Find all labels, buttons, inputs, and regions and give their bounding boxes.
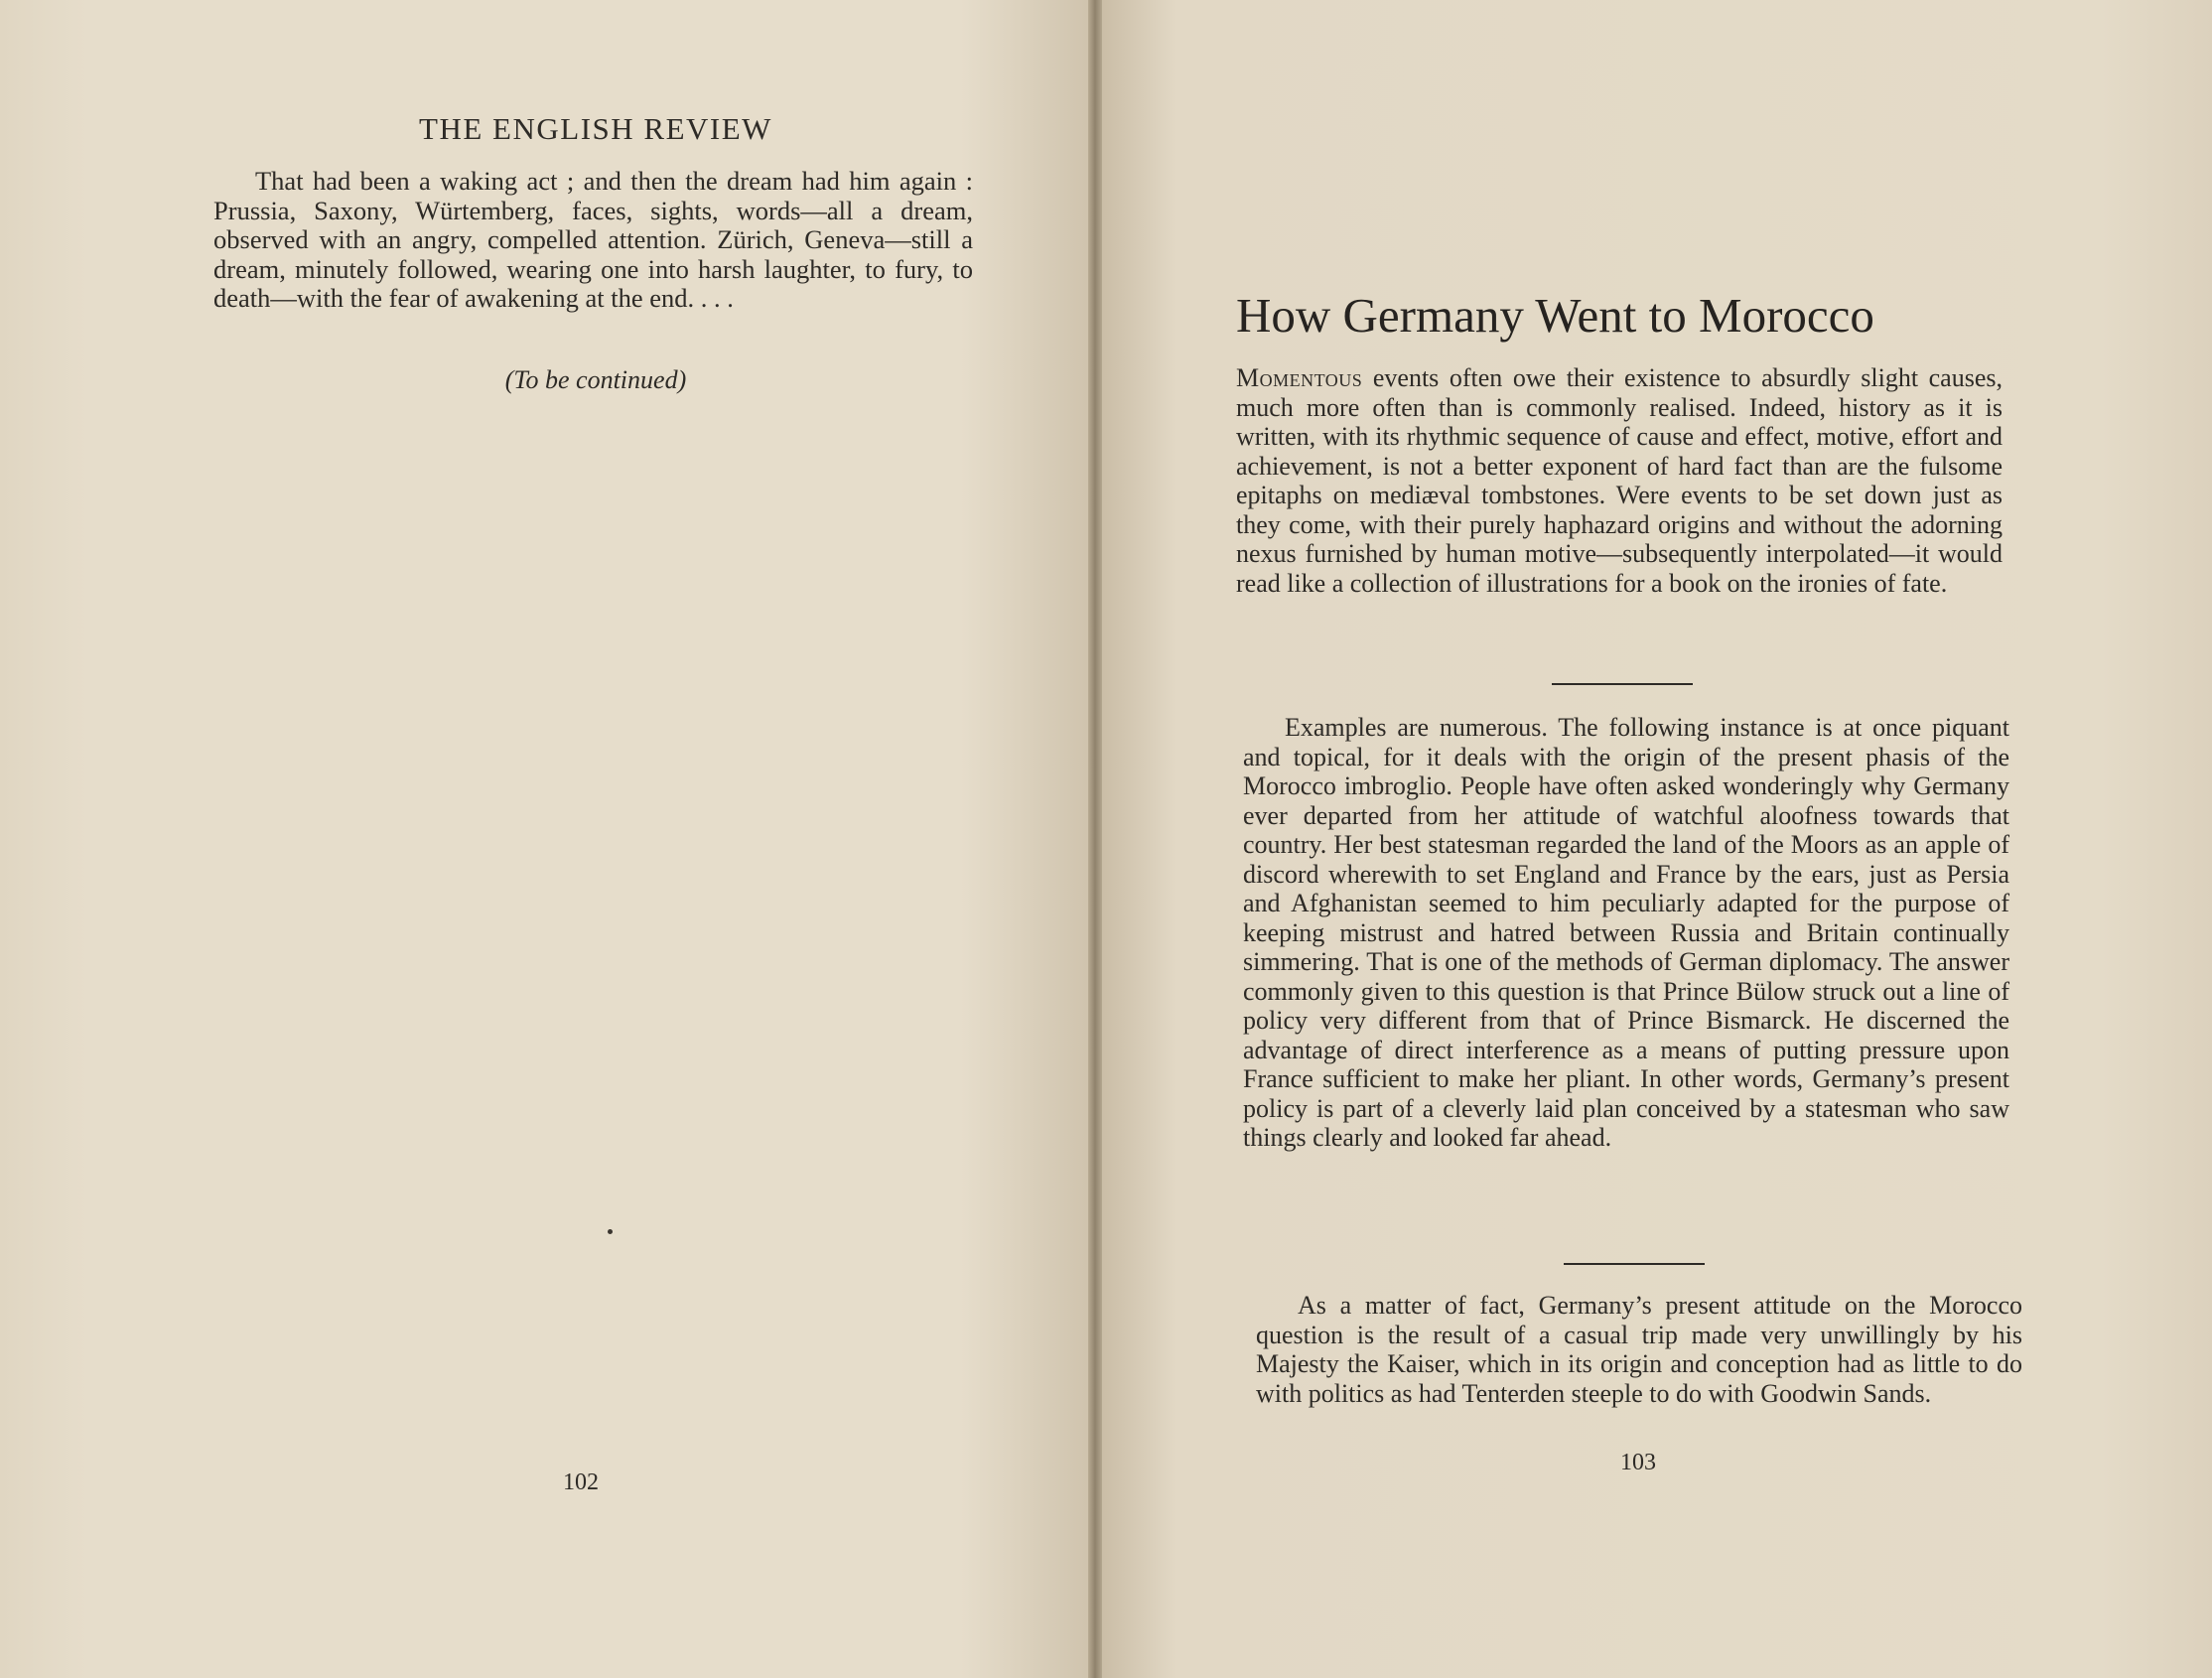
section-divider-1 bbox=[1552, 683, 1693, 685]
page-number-left: 102 bbox=[563, 1469, 599, 1495]
paragraph-3-text: As a matter of fact, Germany’s present attitude on the Morocco question is the result of a casual trip made very unwillingly by his Majesty the Kaiser, which in its origin and conception had as little to do with politics as had Tenterden steeple to do with Goodwin Sands. bbox=[1256, 1291, 2022, 1408]
article-paragraph-3 bbox=[1256, 1291, 2022, 1408]
to-be-continued-note: (To be continued) bbox=[504, 365, 687, 394]
article-paragraph-1 bbox=[1236, 363, 2003, 598]
section-divider-2 bbox=[1564, 1263, 1705, 1265]
book-gutter bbox=[1088, 0, 1102, 1678]
left-paragraph: That had been a waking act ; and then the dream had him again : Prussia, Saxony, Würtemberg, faces, sights, words—all a dream, observed with an angry, compelled attention. Zürich, Geneva—still a dream, minutely followed, wearing one into harsh laughter, to fury, to death—with the fear of awakening at the end. . . . bbox=[213, 166, 973, 313]
left-page-text bbox=[213, 167, 973, 314]
page-number-right: 103 bbox=[1620, 1450, 1656, 1475]
running-head: THE ENGLISH REVIEW bbox=[419, 111, 772, 146]
paragraph-1-text bbox=[1236, 363, 2003, 598]
paper-speck bbox=[608, 1229, 613, 1234]
article-title: How Germany Went to Morocco bbox=[1236, 288, 1874, 343]
paragraph-1-lead-word: Momentous bbox=[1236, 363, 1363, 392]
paragraph-2-text: Examples are numerous. The following instance is at once piquant and topical, for it deals with the origin of the present phasis of the Morocco imbroglio. People have often asked wonderingly why Germany ever departed from her attitude of watchful aloofness towards that country. Her best statesman regarded the land of the Moors as an apple of discord wherewith to set England and France by the ears, just as Persia and Afghanistan seemed to him peculiarly adapted for the purpose of keeping mistrust and hatred between Russia and Britain continually simmering. That is one of the methods of German diplomacy. The answer commonly given to this question is that Prince Bülow struck out a line of policy very different from that of Prince Bismarck. He discerned the advantage of direct interference as a means of putting pressure upon France sufficient to make her pliant. In other words, Germany’s present policy is part of a cleverly laid plan conceived by a statesman who saw things clearly and looked far ahead. bbox=[1243, 713, 2009, 1152]
article-paragraph-2 bbox=[1243, 713, 2009, 1153]
paragraph-1-body: events often owe their existence to absurdly slight causes, much more often than is commonly realised. Indeed, history as it is written, with its rhythmic sequence of cause and effect, motive, effort and achievement, is not a better exponent of hard fact than are the fulsome epitaphs on mediæval tombstones. Were events to be set down just as they come, with their purely haphazard origins and without the adorning nexus furnished by human motive—subsequently interpolated—it would read like a collection of illustrations for a book on the ironies of fate. bbox=[1236, 363, 2003, 598]
